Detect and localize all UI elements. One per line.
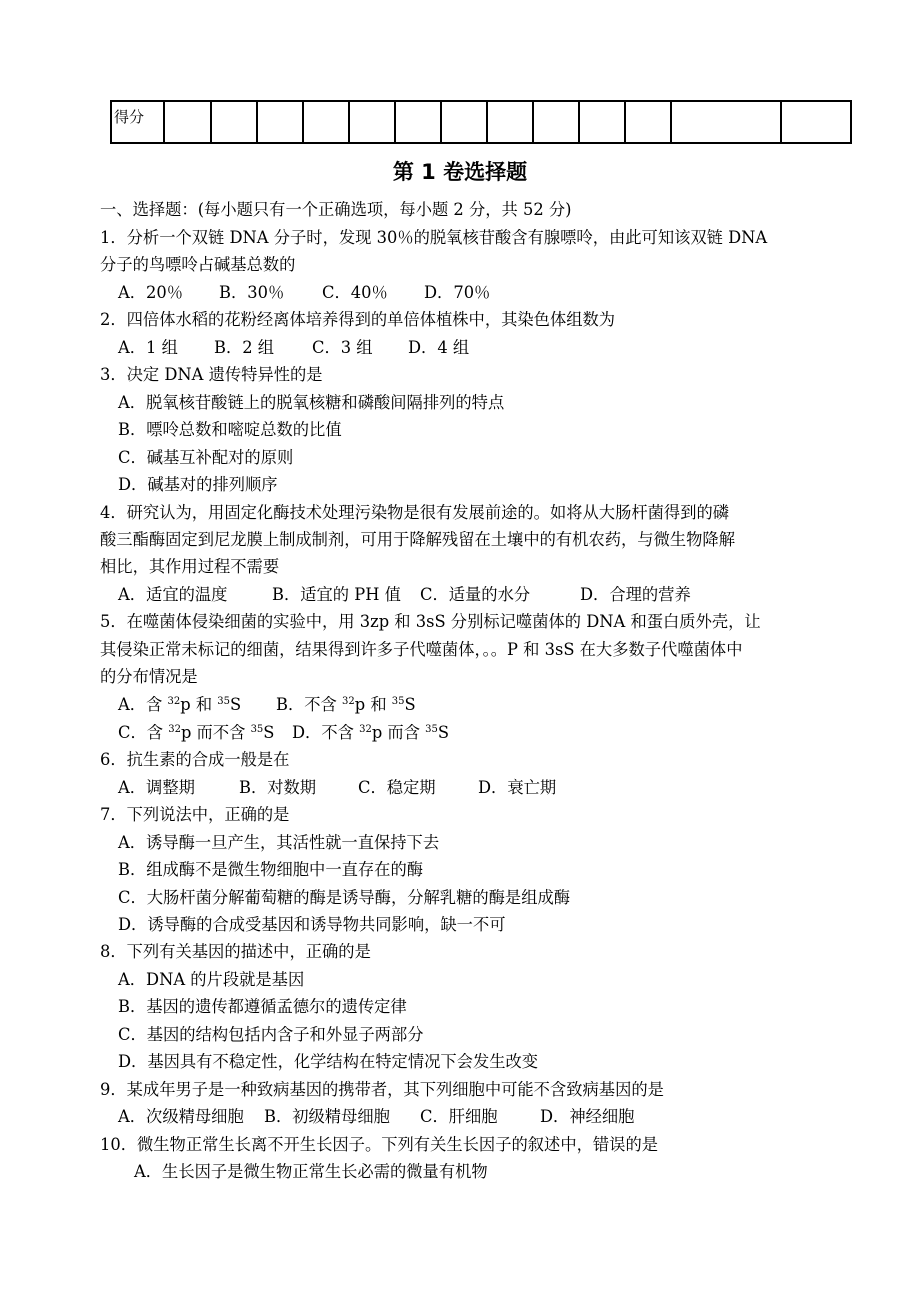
question-stem: 其侵染正常未标记的细菌，结果得到许多子代噬菌体，。。P 和 3sS 在大多数子代噬菌体中 [100,640,743,659]
option: D．碱基对的排列顺序 [118,475,278,494]
score-cell[interactable] [781,101,851,143]
option: B．对数期 [239,778,317,797]
option: D．不含 $^{32}$p 而含 $^{35}$S [292,723,450,742]
option: C．肝细胞 [420,1107,498,1126]
option: A．调整期 [118,778,195,797]
option: B．30％ [219,283,285,302]
option: C．含 $^{32}$p 而不含 $^{35}$S [118,723,275,742]
question-stem: 2．四倍体水稻的花粉经离体培养得到的单倍体植株中，其染色体组数为 [100,310,616,329]
option: C．适量的水分 [420,585,531,604]
option: B．基因的遗传都遵循孟德尔的遗传定律 [118,997,407,1016]
score-cell[interactable] [257,101,303,143]
option: B．初级精母细胞 [264,1107,390,1126]
option: A．诱导酶一旦产生，其活性就一直保持下去 [118,833,440,852]
question-stem: 的分布情况是 [100,667,198,686]
option: A．1 组 [118,338,178,357]
option: B．不含 $^{32}$p 和 $^{35}$S [276,695,416,714]
option: D．神经细胞 [540,1107,635,1126]
option: D．基因具有不稳定性，化学结构在特定情况下会发生改变 [118,1052,539,1071]
score-cell[interactable] [349,101,395,143]
option: A．适宜的温度 [118,585,228,604]
option: D．合理的营养 [580,585,691,604]
question-stem: 6．抗生素的合成一般是在 [100,750,290,769]
score-cell[interactable] [211,101,257,143]
score-cell[interactable] [164,101,211,143]
option: C．3 组 [312,338,373,357]
question-stem: 3．决定 DNA 遗传特异性的是 [100,365,323,384]
option: B．组成酶不是微生物细胞中一直存在的酶 [118,860,424,879]
score-cell[interactable] [441,101,487,143]
option: A．生长因子是微生物正常生长必需的微量有机物 [134,1162,488,1181]
option: A．含 $^{32}$p 和 $^{35}$S [118,695,242,714]
question-stem: 7．下列说法中，正确的是 [100,805,290,824]
question-stem: 4．研究认为，用固定化酶技术处理污染物是很有发展前途的。如将从大肠杆菌得到的磷 [100,503,730,522]
option: D．衰亡期 [478,778,557,797]
score-label: 得分 [111,101,164,143]
option: C．稳定期 [358,778,436,797]
option: A．20％ [118,283,184,302]
score-cell[interactable] [671,101,781,143]
question-stem: 10．微生物正常生长离不开生长因子。下列有关生长因子的叙述中，错误的是 [100,1135,659,1154]
option: D．70％ [424,283,491,302]
question-stem: 1．分析一个双链 DNA 分子时，发现 30％的脱氧核苷酸含有腺嘌呤，由此可知该双链 DNA [100,228,768,247]
option: D．4 组 [408,338,470,357]
option: C．40％ [322,283,388,302]
option: C．碱基互补配对的原则 [118,448,294,467]
option: B．嘌呤总数和嘧啶总数的比值 [118,420,342,439]
option: A．次级精母细胞 [118,1107,244,1126]
question-stem: 5．在噬菌体侵染细菌的实验中，用 3zp 和 3sS 分别标记噬菌体的 DNA 和蛋白质外壳，让 [100,612,761,631]
option: B．2 组 [214,338,275,357]
option: C．大肠杆菌分解葡萄糖的酶是诱导酶，分解乳糖的酶是组成酶 [118,888,571,907]
option: A．脱氧核苷酸链上的脱氧核糖和磷酸间隔排列的特点 [118,393,505,412]
question-stem: 酸三酯酶固定到尼龙膜上制成制剂，可用于降解残留在土壤中的有机农药，与微生物降解 [100,530,735,549]
score-cell[interactable] [579,101,625,143]
score-cell[interactable] [487,101,533,143]
question-stem: 9．某成年男子是一种致病基因的携带者，其下列细胞中可能不含致病基因的是 [100,1080,664,1099]
score-cell[interactable] [625,101,671,143]
option: B．适宜的 PH 值 [272,585,401,604]
option: C．基因的结构包括内含子和外显子两部分 [118,1025,424,1044]
score-table [110,100,852,144]
question-stem: 8．下列有关基因的描述中，正确的是 [100,942,371,961]
score-cell[interactable] [533,101,579,143]
option: D．诱导酶的合成受基因和诱导物共同影响，缺一不可 [118,915,506,934]
page-title: 第 1 卷选择题 [392,160,528,184]
question-stem: 分子的鸟嘌呤占碱基总数的 [100,255,296,274]
question-stem: 相比，其作用过程不需要 [100,557,280,576]
score-cell[interactable] [395,101,441,143]
option: A．DNA 的片段就是基因 [118,970,305,989]
score-cell[interactable] [303,101,349,143]
section-header: 一、选择题：(每小题只有一个正确选项，每小题 2 分，共 52 分) [100,200,572,219]
